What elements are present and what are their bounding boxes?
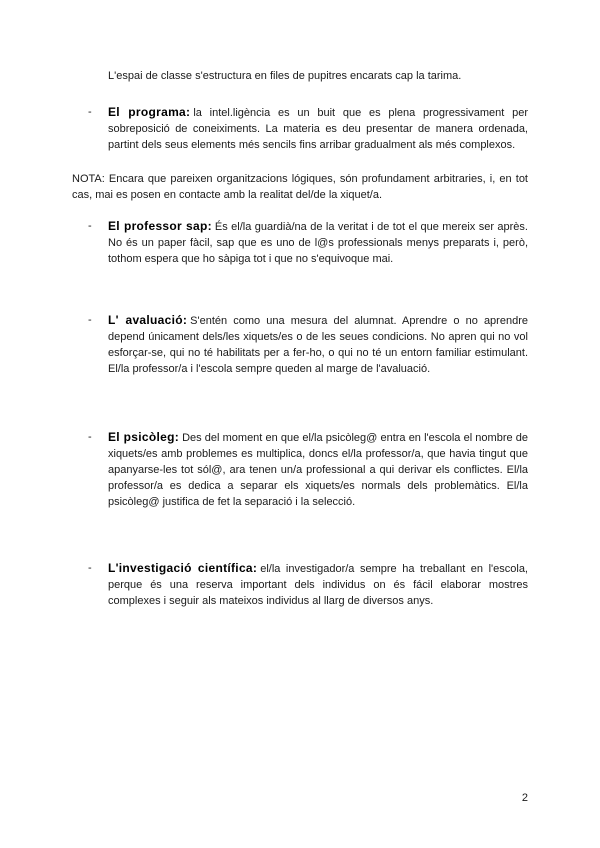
- list-item-psicoleg: [88, 429, 529, 510]
- item-body: S'entén como una mesura del alumnat. Aprendre o no aprendre depend únicament dels/les xiquets/es o de les seues condicions. No apren qui no vol esforçar-se, qui no té habilitats per a fer-ho, o qui no té un entorn familiar estimulant. El/la professor/a i l'escola sempre queden al marge de l'avaluació.: [108, 315, 528, 375]
- item-paragraph: [108, 560, 528, 609]
- list-item-investigacio: [88, 560, 528, 609]
- item-title: El programa:: [108, 105, 191, 119]
- item-title: L'investigació científica:: [108, 561, 258, 575]
- list-item-professor: [88, 218, 528, 267]
- item-body: la intel.ligència es un buit que es plena progressivament per sobreposició de coneiximents. La materia es deu presentar de manera ordenada, partint dels seus elements més sencils fins arribar gradualment als més complexos.: [108, 107, 528, 151]
- bullet-dash: -: [88, 220, 92, 232]
- item-paragraph: [108, 429, 528, 510]
- item-title: El professor sap:: [108, 219, 212, 233]
- bullet-dash: -: [88, 431, 92, 443]
- item-body: Des del moment en que el/la psicòleg@ entra en l'escola el nombre de xiquets/es amb problemes es multiplica, doncs el/la professor/a, que havia tingut que apanyarse-les tot sól@, ara tenen un/a professional a qui derivar els conflictes. El/la professor/a es dedica a separar els xiquets/es normals dels problemàtics. El/la psicòleg@ justifica de fet la separació i la selecció.: [108, 432, 529, 508]
- item-body: És el/la guardià/na de la veritat i de tot el que mereix ser après. No és un paper fàcil, sap que es uno de l@s professionals menys preparats i, però, tothom espera que ho sàpiga tot i que no s'equivoque mai.: [108, 221, 528, 265]
- bullet-dash: -: [88, 314, 92, 326]
- page-number: 2: [521, 792, 528, 804]
- list-item-avaluacio: [88, 312, 528, 377]
- item-title: L' avaluació:: [108, 313, 188, 327]
- bullet-dash: -: [88, 106, 92, 118]
- item-paragraph: [108, 104, 528, 153]
- item-body: el/la investigador/a sempre ha treballant en l'escola, perque és una reserva important dels individus on és fácil elaborar mostres complexes i seguir als mateixos individus al llarg de diversos anys.: [108, 563, 528, 607]
- item-paragraph: [108, 312, 528, 377]
- list-item-programa: [88, 104, 528, 153]
- intro-paragraph: L'espai de classe s'estructura en files de pupitres encarats cap la tarima.: [108, 70, 462, 82]
- bullet-dash: -: [88, 562, 92, 574]
- item-title: El psicòleg:: [108, 430, 180, 444]
- nota-paragraph: NOTA: Encara que pareixen organitzacions lógiques, són profundament arbitraries, i, en tot cas, mai es posen en contacte amb la realitat del/de la xiquet/a.: [72, 173, 528, 201]
- item-paragraph: [108, 218, 528, 267]
